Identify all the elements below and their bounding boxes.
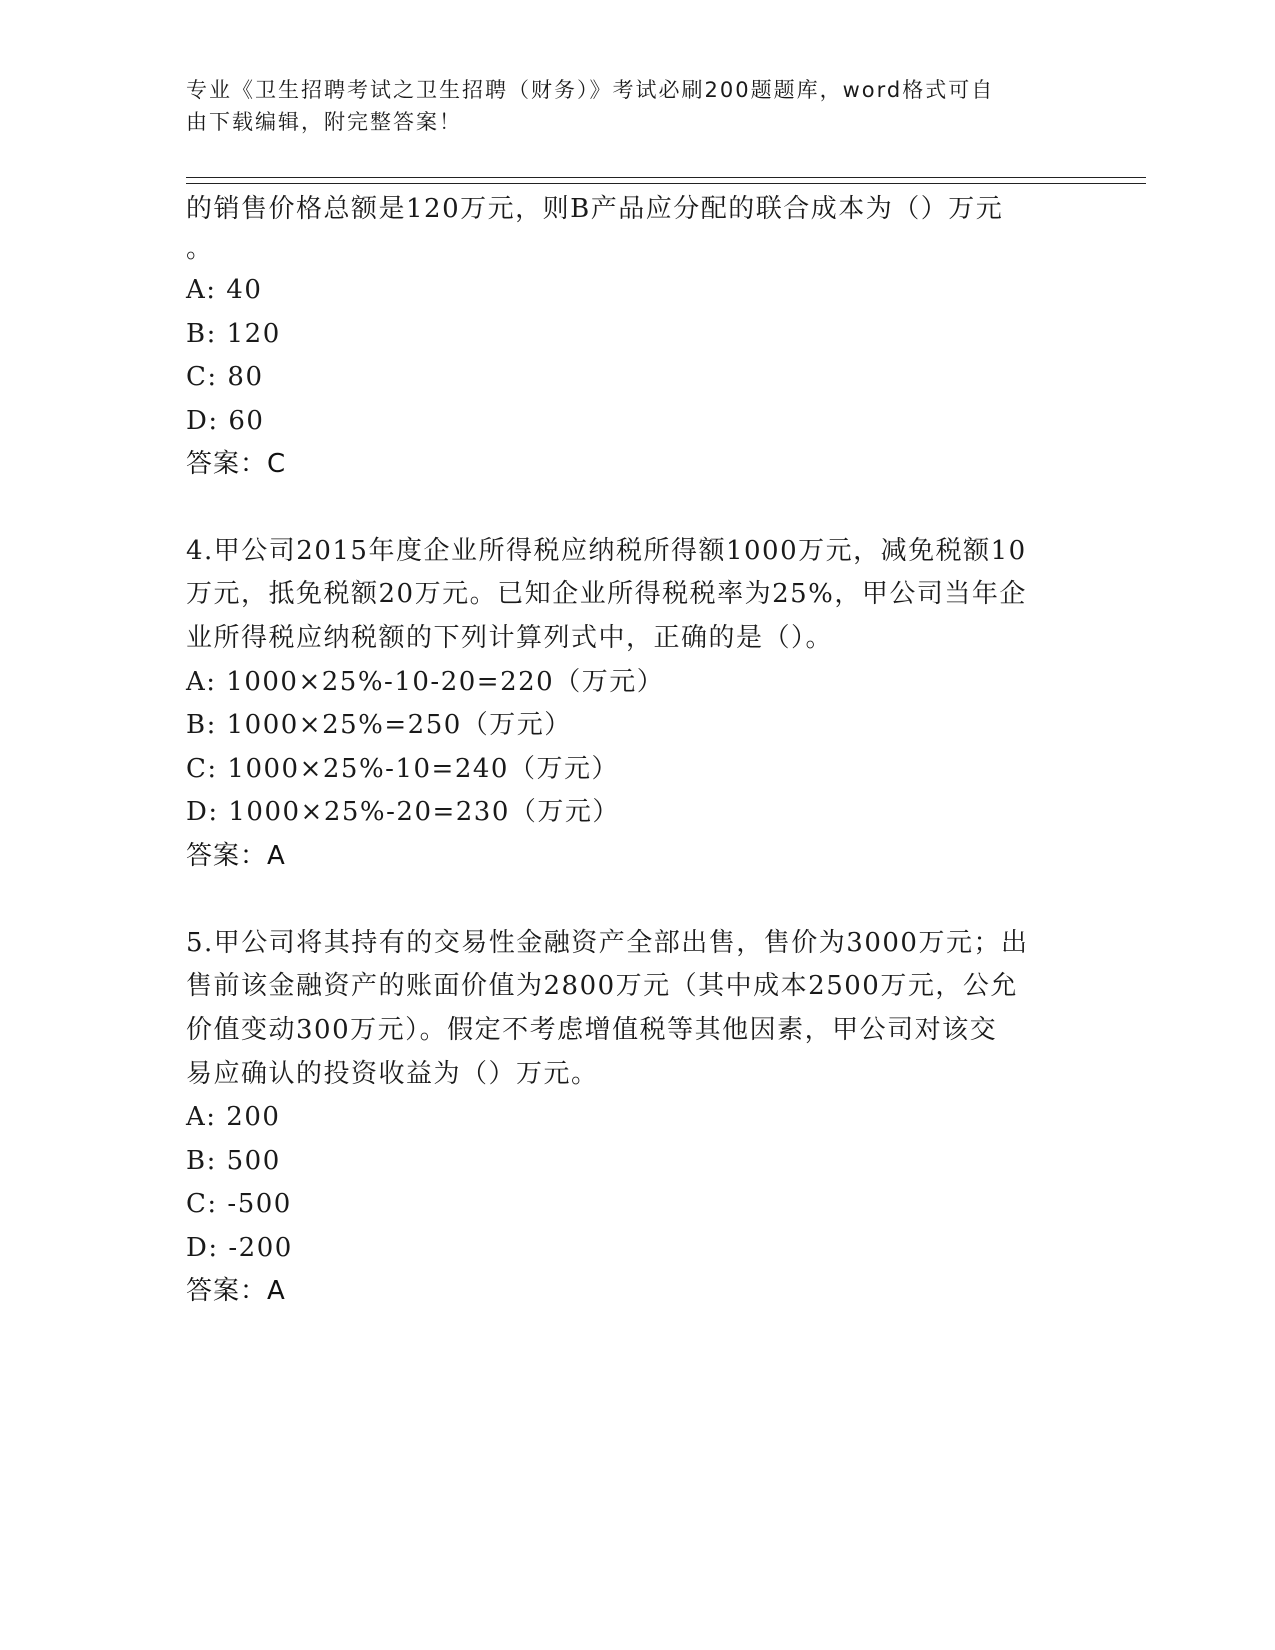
q5-answer: 答案：A (186, 1276, 286, 1306)
q4-option-b: B: 1000×25%=250（万元） (186, 710, 572, 740)
q3-stem-line-2: 。 (186, 234, 214, 264)
q4-option-d: D: 1000×25%-20=230（万元） (186, 797, 620, 827)
document-header (186, 74, 1066, 138)
q4-option-c: C: 1000×25%-10=240（万元） (186, 754, 619, 784)
q5-stem-line-1: 5.甲公司将其持有的交易性金融资产全部出售，售价为3000万元；出 (186, 928, 1029, 958)
q3-option-b: B: 120 (186, 319, 281, 349)
q5-option-b: B: 500 (186, 1146, 281, 1176)
q4-stem-line-2: 万元，抵免税额20万元。已知企业所得税税率为25%，甲公司当年企 (186, 579, 1027, 609)
q5-stem-line-3: 价值变动300万元）。假定不考虑增值税等其他因素，甲公司对该交 (186, 1015, 998, 1045)
q3-option-c: C: 80 (186, 362, 264, 392)
q4-answer: 答案：A (186, 841, 286, 871)
header-line-1: 专业《卫生招聘考试之卫生招聘（财务）》考试必刷200题题库，word格式可自 (186, 78, 995, 102)
q5-option-c: C: -500 (186, 1189, 292, 1219)
q5-stem-line-2: 售前该金融资产的账面价值为2800万元（其中成本2500万元，公允 (186, 971, 1018, 1001)
q3-option-a: A: 40 (186, 275, 263, 305)
q4-stem-line-3: 业所得税应纳税额的下列计算列式中，正确的是（）。 (186, 623, 834, 653)
q3-option-d: D: 60 (186, 406, 265, 436)
q4-stem-line-1: 4.甲公司2015年度企业所得税应纳税所得额1000万元，减免税额10 (186, 536, 1027, 566)
q5-option-a: A: 200 (186, 1102, 281, 1132)
q5-stem-line-4: 易应确认的投资收益为（）万元。 (186, 1059, 599, 1089)
q3-answer: 答案：C (186, 449, 287, 479)
q4-option-a: A: 1000×25%-10-20=220（万元） (186, 667, 665, 697)
q5-option-d: D: -200 (186, 1233, 293, 1263)
header-divider-top (186, 177, 1146, 178)
q3-stem-line-1: 的销售价格总额是120万元，则B产品应分配的联合成本为（）万元 (186, 194, 1004, 224)
header-divider-bottom (186, 183, 1146, 184)
header-line-2: 由下载编辑，附完整答案！ (186, 110, 462, 134)
